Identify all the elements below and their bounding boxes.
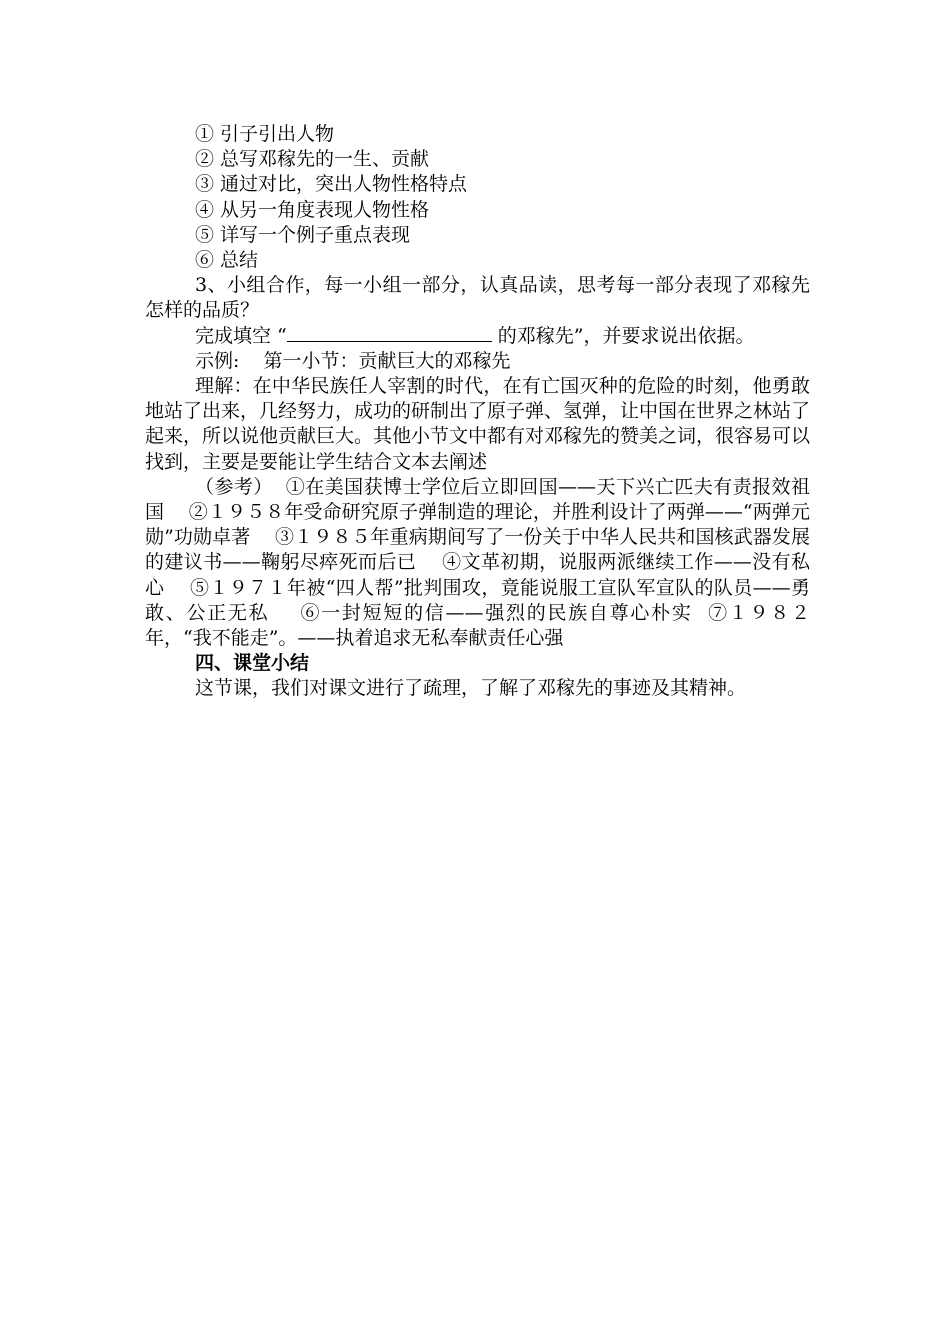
example-line: 示例: 第一小节：贡献巨大的邓稼先 <box>195 349 511 372</box>
document-body <box>145 122 810 702</box>
outline-list <box>145 122 810 273</box>
fill-blank-suffix: 的邓稼先”，并要求说出依据。 <box>491 324 755 347</box>
outline-item: ② 总写邓稼先的一生、贡献 <box>195 148 430 171</box>
outline-item: ⑤ 详写一个例子重点表现 <box>195 223 411 246</box>
reference-paragraph: （参考） ①在美国获博士学位后立即回国——天下兴亡匹夫有责报效祖国 ②１９５８年受命研究原子弹制造的理论，并胜利设计了两弹——“两弹元勋”功勋卓著 ③１９８５年重病期间写了一份关于中华人民共和国核武器发展的建议书——鞠躬尽瘁死而后已 ④文革初期，说服两派继续工作——没有私心 ⑤１９７１年被“四人帮”批判围攻，竟能说服工宣队军宣队的队员——勇敢、公正无私 ⑥一封短短的信——强烈的民族自尊心朴实 ⑦１９８２年，“我不能走”。——执着追求无私奉献责任心强 <box>145 475 810 649</box>
outline-item: ① 引子引出人物 <box>195 123 335 145</box>
task-3-paragraph: 3、小组合作，每一小组一部分，认真品读，思考每一部分表现了邓稼先怎样的品质？ <box>145 274 810 322</box>
fill-blank-paragraph <box>145 324 810 349</box>
fill-blank-prefix: 完成填空 “ <box>195 324 287 347</box>
section-4-heading: 四、课堂小结 <box>195 652 310 675</box>
outline-item: ③ 通过对比，突出人物性格特点 <box>195 173 468 196</box>
fill-blank-line <box>287 325 492 342</box>
summary-paragraph: 这节课，我们对课文进行了疏理，了解了邓稼先的事迹及其精神。 <box>195 677 747 700</box>
outline-item: ⑥ 总结 <box>195 248 259 271</box>
outline-item: ④ 从另一角度表现人物性格 <box>195 198 430 221</box>
understanding-paragraph: 理解：在中华民族任人宰割的时代，在有亡国灭种的危险的时刻，他勇敢地站了出来，几经努力，成功的研制出了原子弹、氢弹，让中国在世界之林站了起来，所以说他贡献巨大。其他小节文中都有对邓稼先的赞美之词，很容易可以找到，主要是要能让学生结合文本去阐述 <box>145 374 811 473</box>
